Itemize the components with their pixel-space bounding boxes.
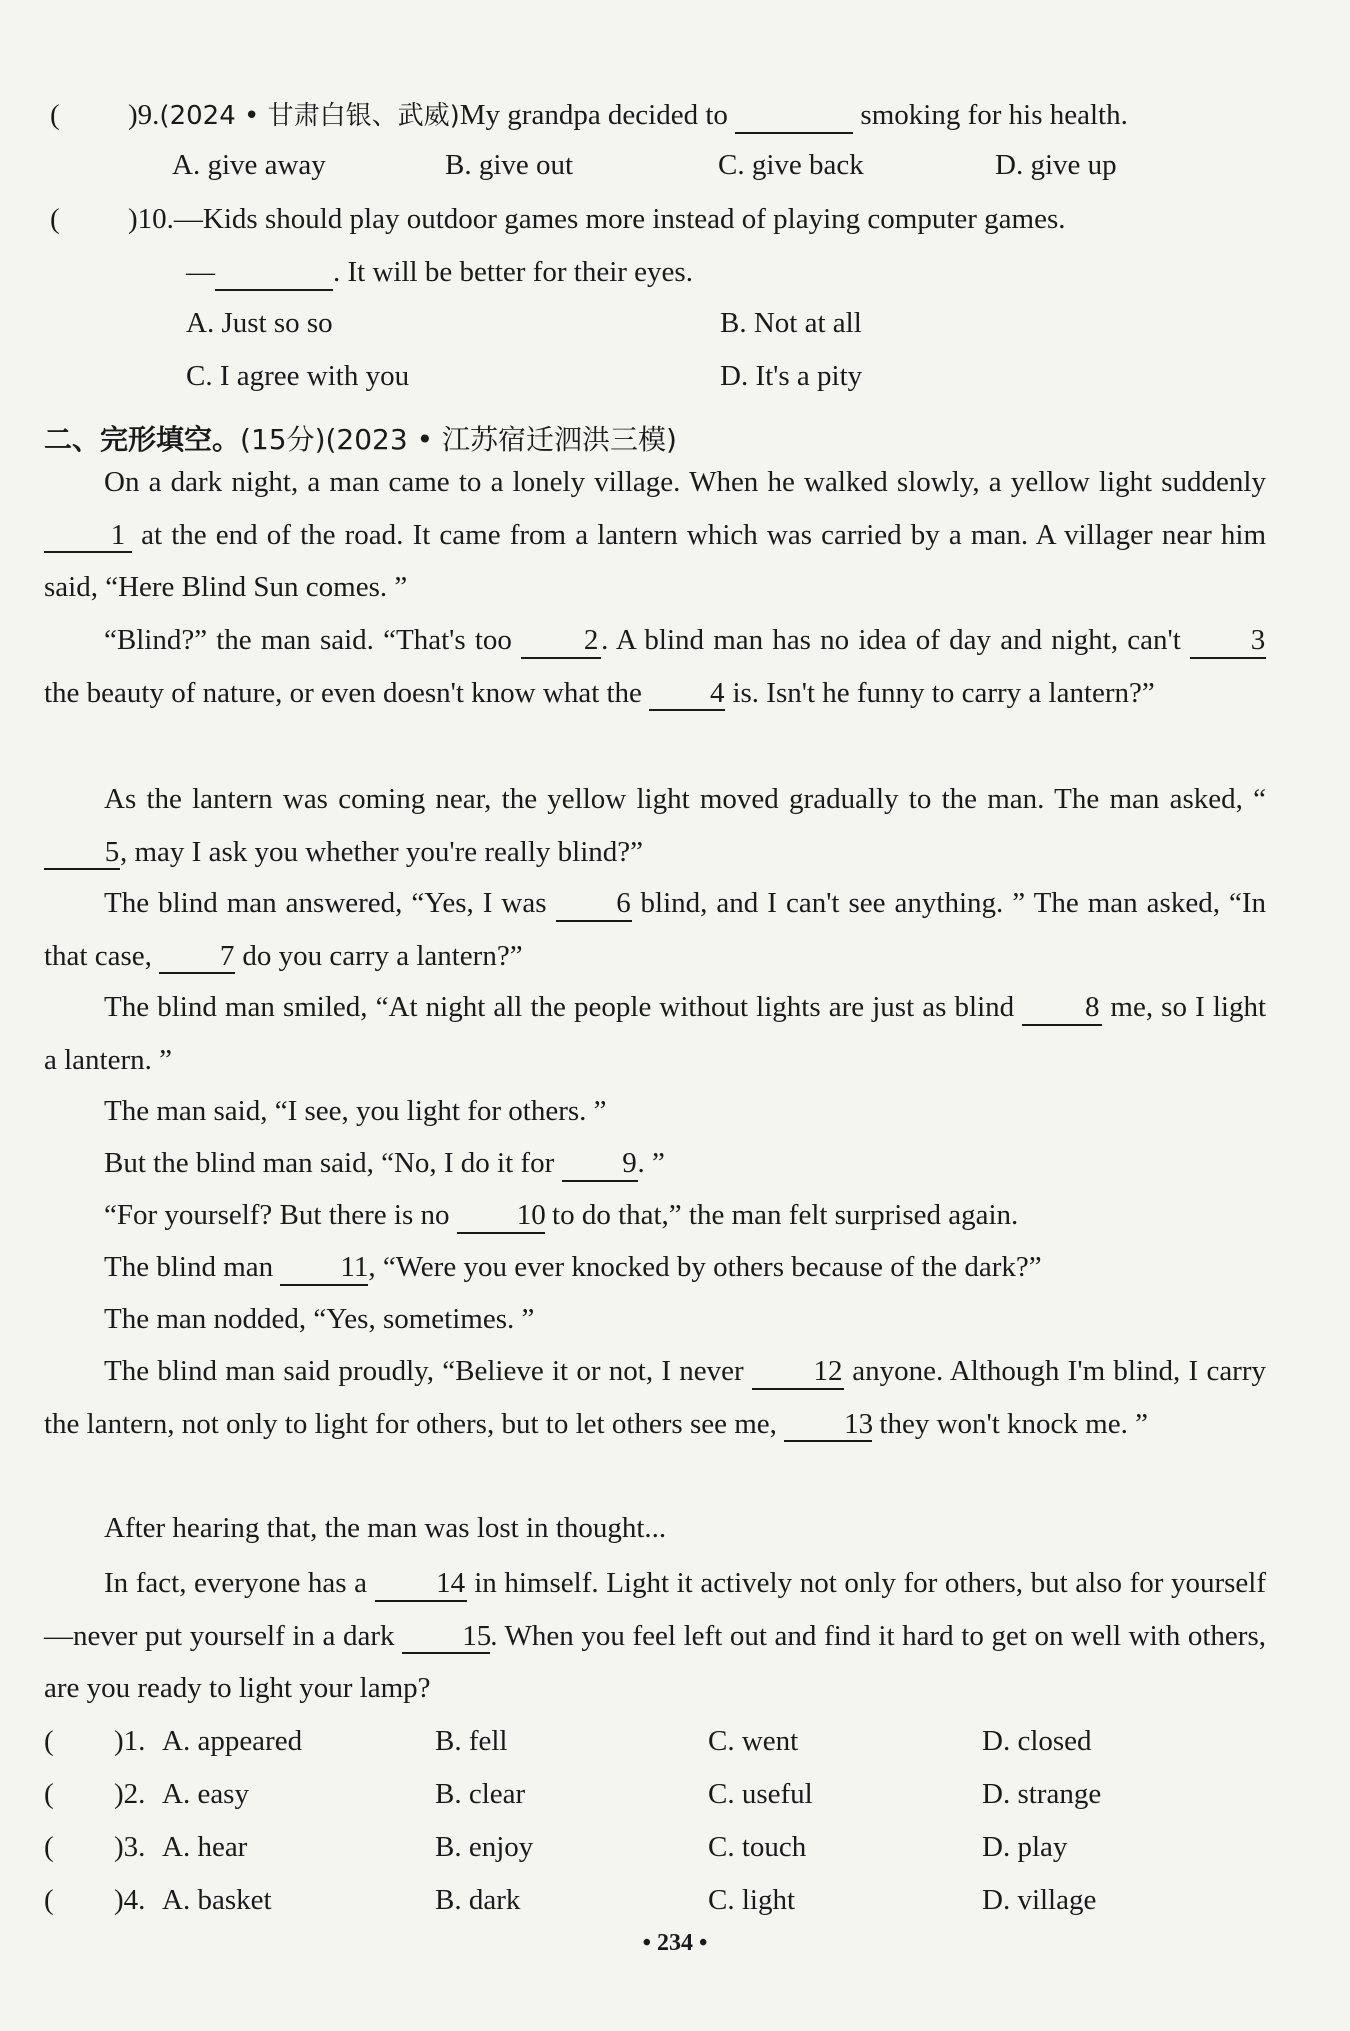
cloze-blank-11[interactable]: 11 — [280, 1252, 368, 1286]
cloze-blank-2[interactable]: 2 — [521, 625, 601, 659]
option-c[interactable]: C. went — [708, 1725, 799, 1757]
cloze-blank-15[interactable]: 15 — [402, 1621, 490, 1655]
passage-paragraph: The man nodded, “Yes, sometimes. ” — [104, 1303, 535, 1335]
question-10-reply: — . It will be better for their eyes. — [186, 257, 693, 291]
option-b[interactable]: B. give out — [445, 149, 574, 181]
option-a[interactable]: A. appeared — [162, 1725, 303, 1757]
answer-paren[interactable]: ( — [44, 1884, 54, 1916]
passage-paragraph: The blind man smiled, “At night all the people without lights are just as blind 8 me, so I light a lantern. ” — [44, 991, 1267, 1076]
passage-paragraph: The blind man answered, “Yes, I was 6 blind, and I can't see anything. ” The man asked, “In that case, 7 do you carry a lantern?” — [44, 877, 1266, 982]
question-10 — [50, 205, 1066, 234]
option-b[interactable]: B. Not at all — [720, 307, 862, 339]
option-c[interactable]: C. useful — [708, 1778, 813, 1810]
passage-paragraph: But the blind man said, “No, I do it for 9. ” — [44, 1137, 1266, 1190]
cloze-question-1: ( )1. — [44, 1725, 146, 1757]
answer-paren[interactable]: ( — [44, 1725, 54, 1757]
option-b[interactable]: B. dark — [435, 1884, 521, 1916]
passage-paragraph: On a dark night, a man came to a lonely village. When he walked slowly, a yellow light suddenly 1 at the end of the road. It came from a lantern which was carried by a man. A villager near him said, “Here Blind Sun comes. ” — [44, 466, 1266, 603]
passage-paragraph: The man said, “I see, you light for others. ” — [104, 1095, 607, 1127]
answer-paren[interactable]: ( — [44, 1778, 54, 1810]
cloze-blank-5[interactable]: 5 — [44, 837, 120, 871]
cloze-blank-3[interactable]: 3 — [1190, 625, 1266, 659]
option-c[interactable]: C. I agree with you — [186, 360, 410, 392]
cloze-blank-14[interactable]: 14 — [375, 1568, 467, 1602]
option-d[interactable]: D. closed — [982, 1725, 1092, 1757]
passage-paragraph: The blind man said proudly, “Believe it or not, I never 12 anyone. Although I'm blind, I carry the lantern, not only to light for others, but to let others see me, 13 they won't knock me. ” — [44, 1345, 1266, 1450]
cloze-question-4: ( )4. — [44, 1884, 146, 1916]
answer-blank[interactable] — [215, 257, 333, 291]
option-c[interactable]: C. touch — [708, 1831, 807, 1863]
cloze-question-3: ( )3. — [44, 1831, 146, 1863]
option-c[interactable]: C. give back — [718, 149, 864, 181]
cloze-blank-9[interactable]: 9 — [562, 1148, 638, 1182]
option-a[interactable]: A. basket — [162, 1884, 272, 1916]
option-c[interactable]: C. light — [708, 1884, 796, 1916]
question-9 — [50, 100, 1128, 134]
cloze-blank-4[interactable]: 4 — [649, 678, 725, 712]
question-source: (2024 • 甘肃白银、武威) — [159, 101, 460, 131]
passage-paragraph: “For yourself? But there is no 10 to do that,” the man felt surprised again. — [44, 1189, 1266, 1242]
option-a[interactable]: A. hear — [162, 1831, 248, 1863]
cloze-blank-10[interactable]: 10 — [457, 1200, 545, 1234]
question-text: My grandpa decided to — [459, 99, 728, 131]
cloze-blank-6[interactable]: 6 — [556, 888, 632, 922]
question-text: smoking for his health. — [860, 99, 1128, 131]
question-number: )10. — [128, 203, 174, 235]
answer-paren[interactable]: ( — [50, 99, 60, 131]
page-number: • 234 • — [642, 1930, 708, 1956]
option-d[interactable]: D. strange — [982, 1778, 1102, 1810]
option-d[interactable]: D. village — [982, 1884, 1097, 1916]
answer-paren[interactable]: ( — [50, 203, 60, 235]
cloze-question-2: ( )2. — [44, 1778, 146, 1810]
option-d[interactable]: D. play — [982, 1831, 1068, 1863]
cloze-blank-1[interactable]: 1 — [44, 520, 132, 554]
option-b[interactable]: B. clear — [435, 1778, 526, 1810]
cloze-blank-7[interactable]: 7 — [159, 941, 235, 975]
passage-paragraph: As the lantern was coming near, the yellow light moved gradually to the man. The man asked, “5, may I ask you whether you're really blind?” — [44, 773, 1266, 878]
question-text: —Kids should play outdoor games more instead of playing computer games. — [173, 203, 1066, 235]
answer-blank[interactable] — [735, 100, 853, 134]
option-d[interactable]: D. It's a pity — [720, 360, 863, 392]
answer-paren[interactable]: ( — [44, 1831, 54, 1863]
option-b[interactable]: B. enjoy — [435, 1831, 534, 1863]
option-a[interactable]: A. easy — [162, 1778, 249, 1810]
passage-paragraph: “Blind?” the man said. “That's too 2. A blind man has no idea of day and night, can't 3 the beauty of nature, or even doesn't know what the 4 is. Isn't he funny to carry a lantern?” — [44, 614, 1266, 719]
cloze-blank-13[interactable]: 13 — [784, 1409, 872, 1443]
passage-paragraph: The blind man 11, “Were you ever knocked by others because of the dark?” — [44, 1241, 1266, 1294]
question-number: )9. — [128, 99, 160, 131]
option-a[interactable]: A. Just so so — [186, 307, 333, 339]
option-a[interactable]: A. give away — [172, 149, 326, 181]
passage-paragraph: In fact, everyone has a 14 in himself. Light it actively not only for others, but also for yourself—never put yourself in a dark 15. When you feel left out and find it hard to get on well with others, are you ready to light your lamp? — [44, 1567, 1266, 1704]
option-b[interactable]: B. fell — [435, 1725, 508, 1757]
option-d[interactable]: D. give up — [995, 149, 1117, 181]
cloze-blank-8[interactable]: 8 — [1022, 992, 1102, 1026]
passage-paragraph: After hearing that, the man was lost in thought... — [104, 1512, 667, 1544]
section-heading: 二、完形填空。(15分)(2023 • 江苏宿迁泗洪三模) — [44, 423, 677, 456]
cloze-blank-12[interactable]: 12 — [752, 1356, 844, 1390]
